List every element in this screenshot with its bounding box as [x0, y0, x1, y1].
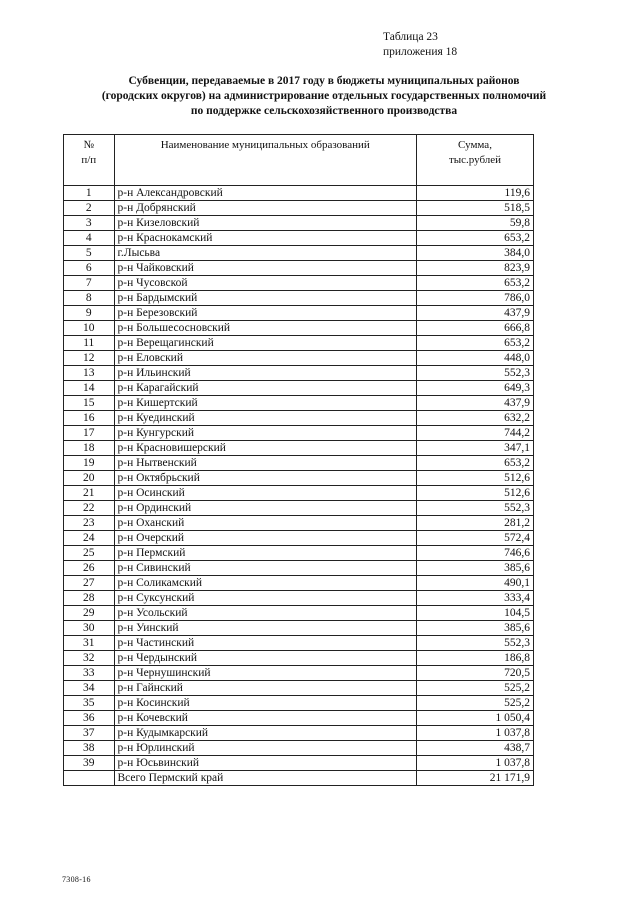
- municipality-name: р-н Октябрьский: [114, 471, 417, 486]
- row-number: 37: [64, 726, 115, 741]
- row-number: 13: [64, 366, 115, 381]
- subsidy-amount: 490,1: [417, 576, 534, 591]
- municipality-name: р-н Верещагинский: [114, 336, 417, 351]
- subsidy-amount: 59,8: [417, 216, 534, 231]
- municipality-name: р-н Ординский: [114, 501, 417, 516]
- row-number: 22: [64, 501, 115, 516]
- row-number: 23: [64, 516, 115, 531]
- table-number: Таблица 23: [383, 31, 438, 43]
- municipality-name: р-н Бардымский: [114, 291, 417, 306]
- subsidy-amount: 552,3: [417, 636, 534, 651]
- municipality-name: р-н Карагайский: [114, 381, 417, 396]
- subsidy-amount: 1 037,8: [417, 756, 534, 771]
- row-number: 14: [64, 381, 115, 396]
- table-row: [64, 411, 534, 426]
- row-number: 26: [64, 561, 115, 576]
- title-line-2: (городских округов) на администрирование отдельных государственных полномочий: [101, 90, 547, 102]
- row-number: 24: [64, 531, 115, 546]
- municipality-name: г.Лысьва: [114, 246, 417, 261]
- table-row: [64, 696, 534, 711]
- subsidy-amount: 666,8: [417, 321, 534, 336]
- subsidy-amount: 525,2: [417, 696, 534, 711]
- row-number: 9: [64, 306, 115, 321]
- table-row: [64, 186, 534, 201]
- subsidy-amount: 823,9: [417, 261, 534, 276]
- table-row: [64, 201, 534, 216]
- subsidy-amount: 384,0: [417, 246, 534, 261]
- municipality-name: р-н Кизеловский: [114, 216, 417, 231]
- municipality-name: р-н Красновишерский: [114, 441, 417, 456]
- municipality-name: р-н Осинский: [114, 486, 417, 501]
- subsidy-amount: 385,6: [417, 621, 534, 636]
- municipality-name: р-н Еловский: [114, 351, 417, 366]
- column-header-number-line-1: №: [83, 139, 94, 151]
- row-number: 29: [64, 606, 115, 621]
- subsidy-amount: 552,3: [417, 366, 534, 381]
- row-number: 6: [64, 261, 115, 276]
- municipality-name: р-н Кудымкарский: [114, 726, 417, 741]
- table-row: [64, 291, 534, 306]
- table-body: [64, 186, 534, 786]
- row-number: 19: [64, 456, 115, 471]
- column-header-sum: [417, 135, 534, 186]
- subsidy-amount: 448,0: [417, 351, 534, 366]
- row-number: 10: [64, 321, 115, 336]
- row-number: 3: [64, 216, 115, 231]
- subsidy-amount: 186,8: [417, 651, 534, 666]
- table-row: [64, 351, 534, 366]
- row-number: 11: [64, 336, 115, 351]
- row-number: 25: [64, 546, 115, 561]
- row-number: 20: [64, 471, 115, 486]
- table-row: [64, 756, 534, 771]
- municipality-name: р-н Суксунский: [114, 591, 417, 606]
- municipality-name: р-н Березовский: [114, 306, 417, 321]
- row-number: 33: [64, 666, 115, 681]
- table-row: [64, 426, 534, 441]
- municipality-name: р-н Большесосновский: [114, 321, 417, 336]
- row-number: 30: [64, 621, 115, 636]
- municipality-name: р-н Соликамский: [114, 576, 417, 591]
- total-label: Всего Пермский край: [114, 771, 417, 786]
- table-row: [64, 636, 534, 651]
- table-row: [64, 381, 534, 396]
- table-row: [64, 681, 534, 696]
- subsidy-amount: 744,2: [417, 426, 534, 441]
- row-number: 17: [64, 426, 115, 441]
- row-number: 38: [64, 741, 115, 756]
- municipality-name: р-н Очерский: [114, 531, 417, 546]
- subsidy-amount: 104,5: [417, 606, 534, 621]
- row-number: 12: [64, 351, 115, 366]
- subsidy-amount: 333,4: [417, 591, 534, 606]
- table-row: [64, 501, 534, 516]
- subsidy-amount: 786,0: [417, 291, 534, 306]
- table-row: [64, 396, 534, 411]
- table-header-row: [64, 135, 534, 186]
- subsidy-amount: 552,3: [417, 501, 534, 516]
- municipality-name: р-н Юрлинский: [114, 741, 417, 756]
- municipality-name: р-н Кунгурский: [114, 426, 417, 441]
- municipality-name: р-н Чусовской: [114, 276, 417, 291]
- subsidy-amount: 437,9: [417, 306, 534, 321]
- row-number: 16: [64, 411, 115, 426]
- row-number: 18: [64, 441, 115, 456]
- row-number: 8: [64, 291, 115, 306]
- table-row: [64, 441, 534, 456]
- subsidy-amount: 649,3: [417, 381, 534, 396]
- appendix-number: приложения 18: [383, 46, 458, 58]
- subsidy-amount: 572,4: [417, 531, 534, 546]
- table-row: [64, 561, 534, 576]
- table-row: [64, 216, 534, 231]
- table-reference: [383, 30, 457, 60]
- subsidy-amount: 1 050,4: [417, 711, 534, 726]
- row-number: 21: [64, 486, 115, 501]
- total-row-number: [64, 771, 115, 786]
- municipality-name: р-н Кишертский: [114, 396, 417, 411]
- municipality-name: р-н Частинский: [114, 636, 417, 651]
- table-row: [64, 261, 534, 276]
- table-row: [64, 231, 534, 246]
- municipality-name: р-н Нытвенский: [114, 456, 417, 471]
- municipality-name: р-н Оханский: [114, 516, 417, 531]
- table-row: [64, 531, 534, 546]
- table-row: [64, 621, 534, 636]
- row-number: 36: [64, 711, 115, 726]
- table-row: [64, 246, 534, 261]
- subsidy-amount: 512,6: [417, 486, 534, 501]
- row-number: 27: [64, 576, 115, 591]
- subsidy-amount: 347,1: [417, 441, 534, 456]
- municipality-name: р-н Чердынский: [114, 651, 417, 666]
- municipality-name: р-н Усольский: [114, 606, 417, 621]
- subsidy-amount: 653,2: [417, 231, 534, 246]
- total-row: [64, 771, 534, 786]
- total-amount: 21 171,9: [417, 771, 534, 786]
- table-row: [64, 366, 534, 381]
- municipality-name: р-н Гайнский: [114, 681, 417, 696]
- document-title: [60, 74, 588, 119]
- table-row: [64, 666, 534, 681]
- row-number: 32: [64, 651, 115, 666]
- municipality-name: р-н Ильинский: [114, 366, 417, 381]
- row-number: 28: [64, 591, 115, 606]
- column-header-number: [64, 135, 115, 186]
- table-row: [64, 516, 534, 531]
- column-header-sum-line-2: тыс.рублей: [448, 154, 502, 166]
- row-number: 5: [64, 246, 115, 261]
- subsidy-amount: 438,7: [417, 741, 534, 756]
- table-row: [64, 456, 534, 471]
- municipality-name: р-н Пермский: [114, 546, 417, 561]
- municipality-name: р-н Юсьвинский: [114, 756, 417, 771]
- table-row: [64, 726, 534, 741]
- subsidy-amount: 518,5: [417, 201, 534, 216]
- row-number: 7: [64, 276, 115, 291]
- table-row: [64, 591, 534, 606]
- municipality-name: р-н Чайковский: [114, 261, 417, 276]
- table-row: [64, 321, 534, 336]
- column-header-sum-line-1: Сумма,: [458, 139, 492, 151]
- subsidy-amount: 437,9: [417, 396, 534, 411]
- table-row: [64, 546, 534, 561]
- title-line-3: по поддержке сельскохозяйственного производства: [190, 105, 458, 117]
- row-number: 34: [64, 681, 115, 696]
- table-row: [64, 471, 534, 486]
- table-row: [64, 576, 534, 591]
- table-row: [64, 741, 534, 756]
- column-header-number-line-2: п/п: [81, 154, 97, 166]
- municipality-name: р-н Добрянский: [114, 201, 417, 216]
- row-number: 15: [64, 396, 115, 411]
- municipality-name: р-н Сивинский: [114, 561, 417, 576]
- row-number: 4: [64, 231, 115, 246]
- row-number: 31: [64, 636, 115, 651]
- footer-document-code: 7308-16: [62, 875, 91, 884]
- row-number: 1: [64, 186, 115, 201]
- subsidy-amount: 746,6: [417, 546, 534, 561]
- municipality-name: р-н Александровский: [114, 186, 417, 201]
- municipality-name: р-н Кочевский: [114, 711, 417, 726]
- table-row: [64, 336, 534, 351]
- row-number: 2: [64, 201, 115, 216]
- table-row: [64, 711, 534, 726]
- subsidy-amount: 653,2: [417, 336, 534, 351]
- subsidy-amount: 119,6: [417, 186, 534, 201]
- municipality-name: р-н Косинский: [114, 696, 417, 711]
- subsidy-amount: 385,6: [417, 561, 534, 576]
- subsidy-amount: 720,5: [417, 666, 534, 681]
- subsidies-table: [63, 134, 534, 786]
- subsidy-amount: 1 037,8: [417, 726, 534, 741]
- municipality-name: р-н Чернушинский: [114, 666, 417, 681]
- subsidy-amount: 525,2: [417, 681, 534, 696]
- municipality-name: р-н Куединский: [114, 411, 417, 426]
- column-header-name: Наименование муниципальных образований: [114, 135, 417, 186]
- table-row: [64, 306, 534, 321]
- table-row: [64, 276, 534, 291]
- row-number: 35: [64, 696, 115, 711]
- municipality-name: р-н Краснокамский: [114, 231, 417, 246]
- subsidy-amount: 512,6: [417, 471, 534, 486]
- subsidy-amount: 281,2: [417, 516, 534, 531]
- table-row: [64, 486, 534, 501]
- title-line-1: Субвенции, передаваемые в 2017 году в бюджеты муниципальных районов: [128, 75, 520, 87]
- row-number: 39: [64, 756, 115, 771]
- subsidy-amount: 653,2: [417, 456, 534, 471]
- subsidy-amount: 632,2: [417, 411, 534, 426]
- table-row: [64, 606, 534, 621]
- table-row: [64, 651, 534, 666]
- subsidy-amount: 653,2: [417, 276, 534, 291]
- municipality-name: р-н Уинский: [114, 621, 417, 636]
